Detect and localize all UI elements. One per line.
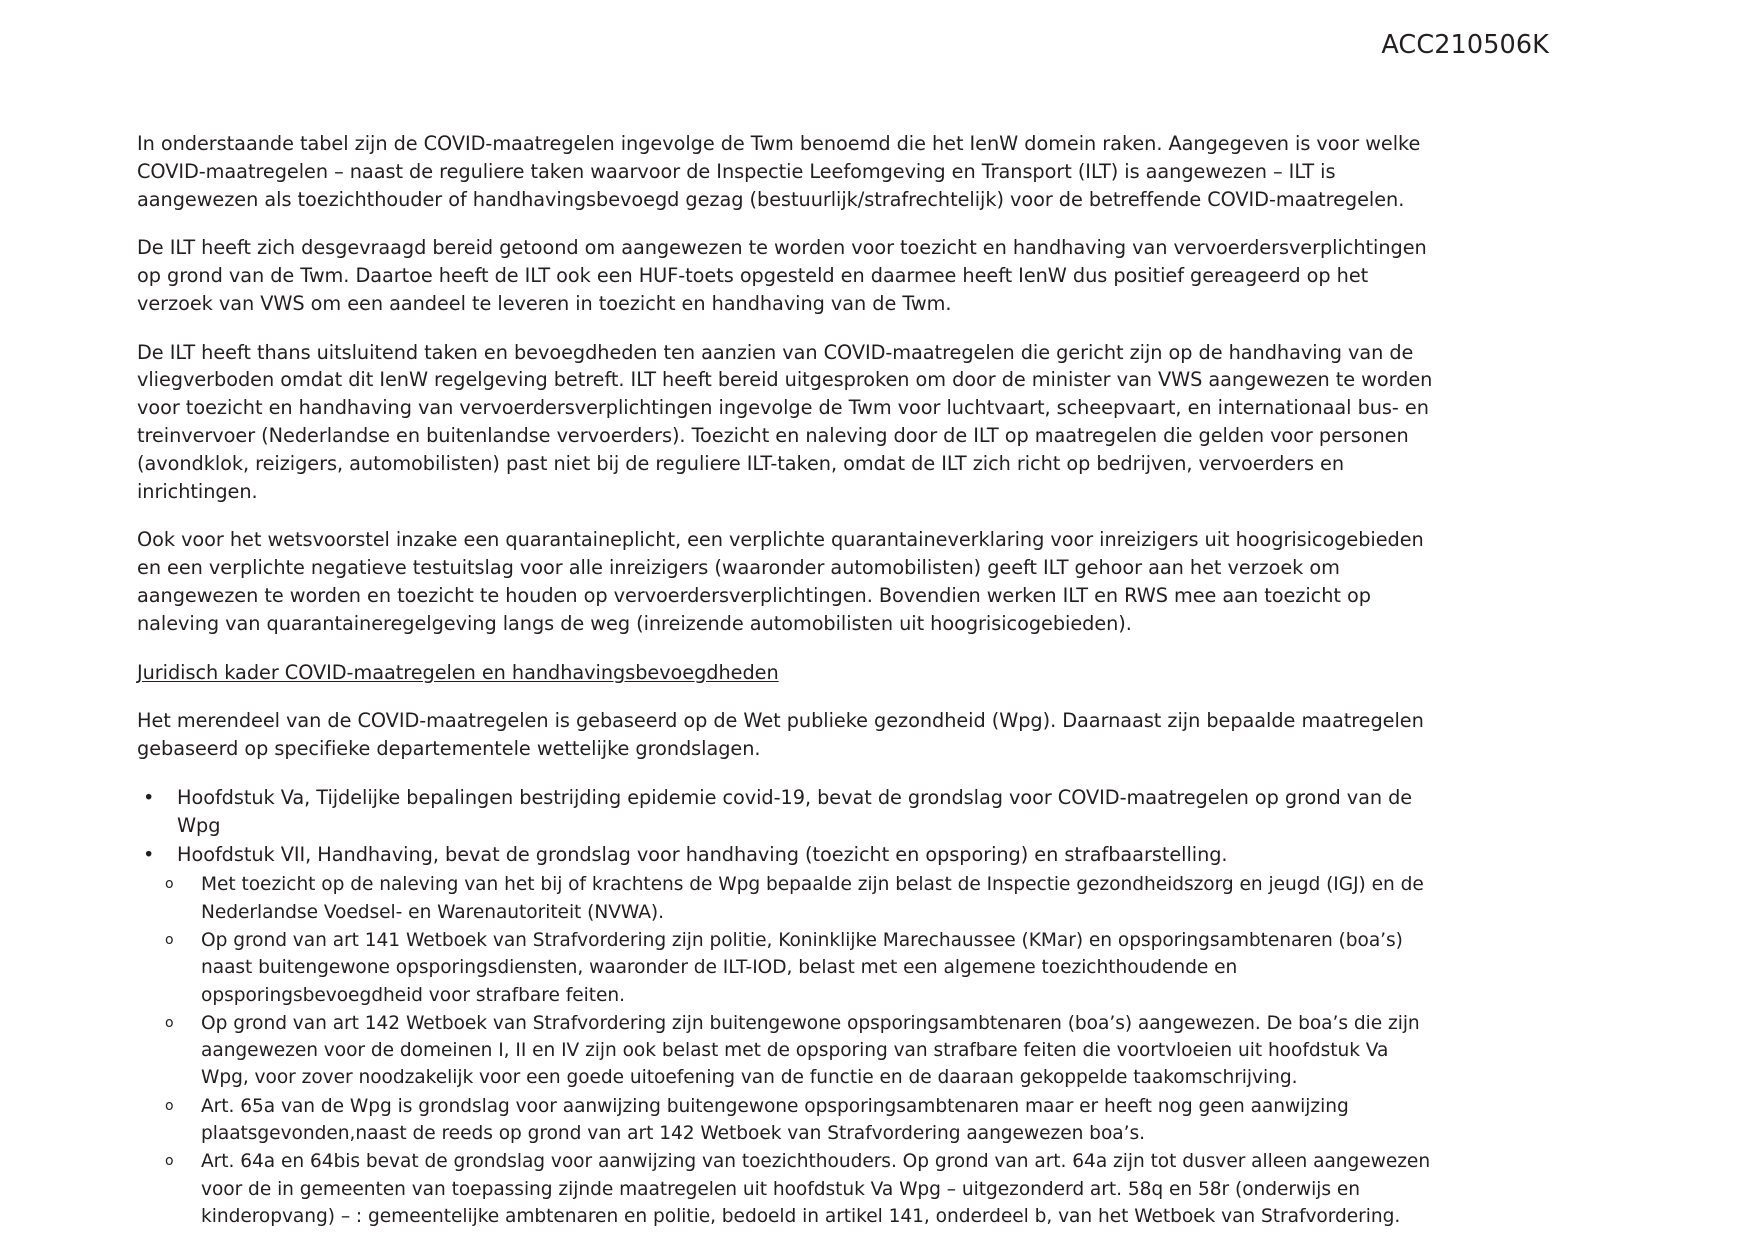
sub-bullet-marker-icon: o [165, 931, 174, 948]
paragraph-ilt-willingness: De ILT heeft zich desgevraagd bereid getoond om aangewezen te worden voor toezicht en handhaving van vervoerdersverplichtingen op grond van de Twm. Daartoe heeft de ILT ook een HUF-toets opgesteld en daarmee heeft IenW dus positief gereageerd op het verzoek van VWS om een aandeel te leveren in toezicht en handhaving van de Twm. [137, 236, 1427, 315]
sub-bullet-marker-icon: o [165, 876, 174, 893]
list-item [137, 927, 1433, 1009]
paragraph-intro-scope: In onderstaande tabel zijn de COVID-maatregelen ingevolge de Twm benoemd die het IenW domein raken. Aangegeven is voor welke COVID-maatregelen – naast de reguliere taken waarvoor de Inspectie Leefomgeving en Transport (ILT) is aangewezen – ILT is aangewezen als toezichthouder of handhavingsbevoegd gezag (bestuurlijk/strafrechtelijk) voor de betreffende COVID-maatregelen. [137, 132, 1421, 211]
list-item-text: Op grond van art 142 Wetboek van Strafvordering zijn buitengewone opsporingsambtenaren (boa’s) aangewezen. De boa’s die zijn aangewezen voor de domeinen I, II en IV zijn ook belast met de opsporing van strafbare feiten die voortvloeien uit hoofdstuk Va Wpg, voor zover noodzakelijk voor een goede uitoefening van de functie en de daaraan gekoppelde taakomschrijving. [201, 1012, 1420, 1089]
list-item [137, 871, 1433, 926]
list-item-text: Op grond van art 141 Wetboek van Strafvordering zijn politie, Koninklijke Marechaussee (KMar) en opsporingsambtenaren (boa’s) naast buitengewone opsporingsdiensten, waaronder de ILT-IOD, belast met een algemene toezichthoudende en opsporingsbevoegdheid voor strafbare feiten. [201, 929, 1403, 1006]
sub-bullet-marker-icon: o [165, 1014, 174, 1031]
document-body [137, 130, 1433, 1231]
list-item-text: Art. 65a van de Wpg is grondslag voor aanwijzing buitengewone opsporingsambtenaren maar er heeft nog geen aanwijzing plaatsgevonden,naast de reeds op grond van art 142 Wetboek van Strafvordering aangewezen boa’s. [201, 1095, 1349, 1145]
section-heading-text: Juridisch kader COVID-maatregelen en handhavingsbevoegdheden [137, 660, 779, 684]
bullet-marker-icon: • [143, 785, 155, 809]
list-item-text: Art. 64a en 64bis bevat de grondslag voor aanwijzing van toezichthouders. Op grond van art. 64a zijn tot dusver alleen aangewezen voor de in gemeenten van toepassing zijnde maatregelen uit hoofdstuk Va Wpg – uitgezonderd art. 58q en 58r (onderwijs en kinderopvang) – : gemeentelijke ambtenaren en politie, bedoeld in artikel 141, onderdeel b, van het Wetboek van Strafvordering. [201, 1151, 1431, 1228]
legal-framework-bullet-list [137, 784, 1433, 1231]
list-item-text: Hoofdstuk VII, Handhaving, bevat de grondslag voor handhaving (toezicht en opsporing) en strafbaarstelling. [177, 843, 1228, 867]
list-item [137, 1093, 1433, 1148]
list-item [137, 1010, 1433, 1092]
list-item-text: Met toezicht op de naleving van het bij of krachtens de Wpg bepaalde zijn belast de Inspectie gezondheidszorg en jeugd (IGJ) en de Nederlandse Voedsel- en Warenautoriteit (NVWA). [201, 874, 1424, 923]
paragraph-quarantine-bill: Ook voor het wetsvoorstel inzake een quarantaineplicht, een verplichte quarantaineverklaring voor inreizigers uit hoogrisicogebieden en een verplichte negatieve testuitslag voor alle inreizigers (waaronder automobilisten) geeft ILT gehoor aan het verzoek om aangewezen te worden en toezicht te houden op vervoerdersverplichtingen. Bovendien werken ILT en RWS mee aan toezicht op naleving van quarantaineregelgeving langs de weg (inreizende automobilisten uit hoogrisicogebieden). [137, 528, 1424, 635]
list-item [137, 841, 1433, 869]
list-item [137, 784, 1433, 840]
paragraph-current-ilt-tasks: De ILT heeft thans uitsluitend taken en bevoegdheden ten aanzien van COVID-maatregelen die gericht zijn op de handhaving van de vliegverboden omdat dit IenW regelgeving betreft. ILT heeft bereid uitgesproken om door de minister van VWS aangewezen te worden voor toezicht en handhaving van vervoerdersverplichtingen ingevolge de Twm voor luchtvaart, scheepvaart, en internationaal bus- en treinvervoer (Nederlandse en buitenlandse vervoerders). Toezicht en naleving door de ILT op maatregelen die gelden voor personen (avondklok, reizigers, automobilisten) past niet bij de reguliere ILT-taken, omdat de ILT zich richt op bedrijven, vervoerders en inrichtingen. [137, 340, 1433, 503]
section-heading-legal-framework [137, 659, 1433, 687]
list-item [137, 1148, 1433, 1230]
bullet-marker-icon: • [143, 843, 155, 867]
document-reference-header: ACC210506K [1381, 30, 1549, 60]
list-item-text: Hoofdstuk Va, Tijdelijke bepalingen bestrijding epidemie covid-19, bevat de grondslag voor COVID-maatregelen op grond van de Wpg [177, 785, 1413, 837]
sub-bullet-marker-icon: o [165, 1097, 174, 1114]
sub-bullet-marker-icon: o [165, 1153, 174, 1170]
sub-list-container [137, 871, 1433, 1230]
paragraph-legal-basis-intro: Het merendeel van de COVID-maatregelen is gebaseerd op de Wet publieke gezondheid (Wpg). Daarnaast zijn bepaalde maatregelen gebaseerd op specifieke departementele wettelijke grondslagen. [137, 709, 1424, 761]
handhaving-sub-bullet-list [137, 871, 1433, 1230]
